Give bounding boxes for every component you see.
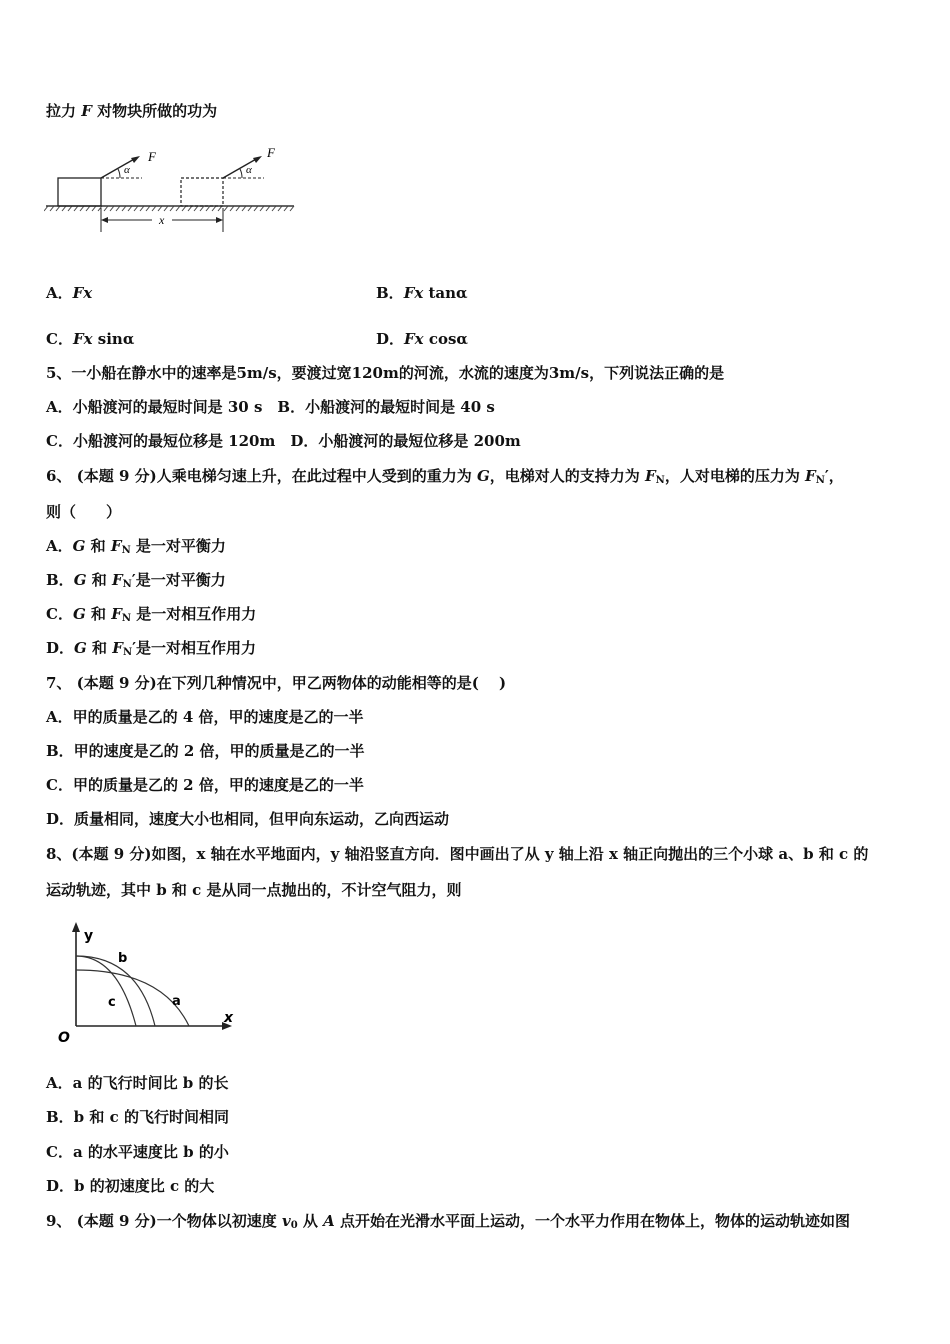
option-letter: D．: [376, 330, 405, 348]
option-he: 和: [86, 571, 112, 589]
option-symbol-g: G: [74, 639, 87, 657]
option-symbol-n: N: [122, 647, 133, 658]
curve-label-b: b: [118, 951, 128, 966]
origin-label: O: [58, 1030, 70, 1044]
option-letter: A．: [46, 537, 73, 555]
q6-option-d[interactable]: [46, 638, 256, 663]
q7-option-b[interactable]: B．甲的速度是乙的 2 倍，甲的质量是乙的一半: [46, 742, 365, 760]
q6-text-4: ′，: [824, 467, 844, 485]
option-symbol-n: N: [121, 613, 132, 624]
option-letter: A．: [46, 284, 73, 302]
q4-option-a[interactable]: [46, 283, 92, 303]
option-symbol-f: F: [112, 639, 123, 657]
option-prime: ′: [132, 639, 137, 657]
q6-symbol-f: F: [645, 467, 656, 485]
option-letter: B．: [376, 284, 404, 302]
q9-symbol-sub0: 0: [290, 1220, 298, 1231]
q6-option-c[interactable]: [46, 604, 256, 629]
option-prime: ′: [131, 571, 136, 589]
option-letter: C．: [46, 330, 73, 348]
q7-option-c[interactable]: C．甲的质量是乙的 2 倍，甲的速度是乙的一半: [46, 776, 364, 794]
force-label-left: F: [148, 149, 156, 164]
question-intro: [46, 101, 217, 121]
option-rest: 是一对相互作用力: [131, 605, 257, 623]
q7-stem: 7、 (本题 9 分)在下列几种情况中，甲乙两物体的动能相等的是( ): [46, 674, 507, 692]
q4-option-d[interactable]: [376, 329, 468, 349]
q8-stem-2: 运动轨迹，其中 b 和 c 是从同一点抛出的，不计空气阻力，则: [46, 881, 462, 899]
q6-stem: [46, 466, 844, 491]
displacement-label: x: [159, 213, 165, 227]
curve-label-a: a: [172, 994, 181, 1009]
q9-symbol-a: A: [323, 1212, 335, 1230]
option-letter: D．: [46, 639, 75, 657]
q6-text-1: 6、 (本题 9 分)人乘电梯匀速上升，在此过程中人受到的重力为: [46, 467, 477, 485]
intro-force-symbol: F: [81, 102, 92, 120]
q6-text-2: ，电梯对人的支持力为: [489, 467, 646, 485]
q4-option-c[interactable]: [46, 329, 134, 349]
axis-label-y: y: [84, 928, 94, 944]
q9-text-3: 点开始在光滑水平面上运动，一个水平力作用在物体上，物体的运动轨迹如图: [334, 1212, 850, 1230]
option-symbol-g: G: [72, 537, 86, 555]
option-he: 和: [85, 537, 111, 555]
q8-option-c[interactable]: C．a 的水平速度比 b 的小: [46, 1143, 229, 1161]
q6-option-a[interactable]: [46, 536, 226, 561]
q9-text-2: 从: [297, 1212, 324, 1230]
option-he: 和: [86, 639, 113, 657]
q5-stem: 5、一小船在静水中的速率是5m/s，要渡过宽120m的河流，水流的速度为3m/s，下列说法正确的是: [46, 364, 725, 382]
option-symbol-g: G: [72, 605, 86, 623]
option-func: cosα: [423, 330, 468, 348]
q8-option-d[interactable]: D．b 的初速度比 c 的大: [46, 1177, 215, 1195]
angle-label-left: α: [124, 164, 130, 176]
option-func: tanα: [423, 284, 468, 302]
q9-symbol-v: v: [281, 1212, 291, 1230]
figure-block-force: [44, 142, 300, 242]
block-start: [58, 178, 101, 206]
trajectory-b: [76, 956, 155, 1026]
q8-option-b[interactable]: B．b 和 c 的飞行时间相同: [46, 1108, 229, 1126]
q6-symbol-f2: F: [805, 467, 816, 485]
q8-option-a[interactable]: A．a 的飞行时间比 b 的长: [46, 1074, 229, 1092]
axis-label-x: x: [224, 1010, 234, 1026]
option-rest: 是一对平衡力: [135, 571, 226, 589]
option-var: Fx: [404, 330, 424, 348]
q6-option-b[interactable]: [46, 570, 226, 595]
angle-label-right: α: [246, 164, 252, 176]
option-var: Fx: [72, 330, 93, 348]
q6-symbol-g: G: [476, 467, 490, 485]
option-rest: 是一对平衡力: [130, 537, 226, 555]
q4-option-b[interactable]: [376, 283, 468, 303]
q6-stem-2: 则（ ）: [46, 503, 122, 521]
q9-stem: [46, 1211, 850, 1236]
q7-option-d[interactable]: D．质量相同，速度大小也相同，但甲向东运动，乙向西运动: [46, 810, 450, 828]
option-symbol-n: N: [121, 545, 131, 556]
q7-option-a[interactable]: A．甲的质量是乙的 4 倍，甲的速度是乙的一半: [46, 708, 364, 726]
option-symbol-g: G: [73, 571, 87, 589]
block-end: [181, 178, 223, 206]
option-symbol-f: F: [110, 537, 122, 555]
option-var: Fx: [403, 284, 424, 302]
option-rest: 是一对相互作用力: [136, 639, 257, 657]
option-symbol-f: F: [111, 571, 123, 589]
option-func: sinα: [92, 330, 135, 348]
option-symbol-n: N: [122, 579, 132, 590]
q6-symbol-n: N: [655, 475, 665, 486]
q9-text-1: 9、 (本题 9 分)一个物体以初速度: [46, 1212, 282, 1230]
force-label-right: F: [267, 145, 275, 160]
q6-text-3: ，人对电梯的压力为: [664, 467, 806, 485]
option-letter: B．: [46, 571, 74, 589]
q6-symbol-n2: N: [815, 475, 825, 486]
option-letter: C．: [46, 605, 73, 623]
curve-label-c: c: [108, 995, 116, 1010]
q5-options-ab[interactable]: A．小船渡河的最短时间是 30 s B．小船渡河的最短时间是 40 s: [46, 398, 495, 416]
option-var: Fx: [72, 284, 93, 302]
q5-options-cd[interactable]: C．小船渡河的最短位移是 120m D．小船渡河的最短位移是 200m: [46, 432, 521, 450]
figure-trajectories: [52, 918, 238, 1044]
option-symbol-f: F: [111, 605, 122, 623]
trajectory-c: [76, 956, 136, 1026]
intro-text-pre: 拉力: [46, 102, 82, 120]
intro-text-post: 对物块所做的功为: [91, 102, 218, 120]
q8-stem-1: 8、(本题 9 分)如图，x 轴在水平地面内，y 轴沿竖直方向．图中画出了从 y 轴上沿 x 轴正向抛出的三个小球 a、b 和 c 的: [46, 845, 869, 863]
option-he: 和: [85, 605, 112, 623]
